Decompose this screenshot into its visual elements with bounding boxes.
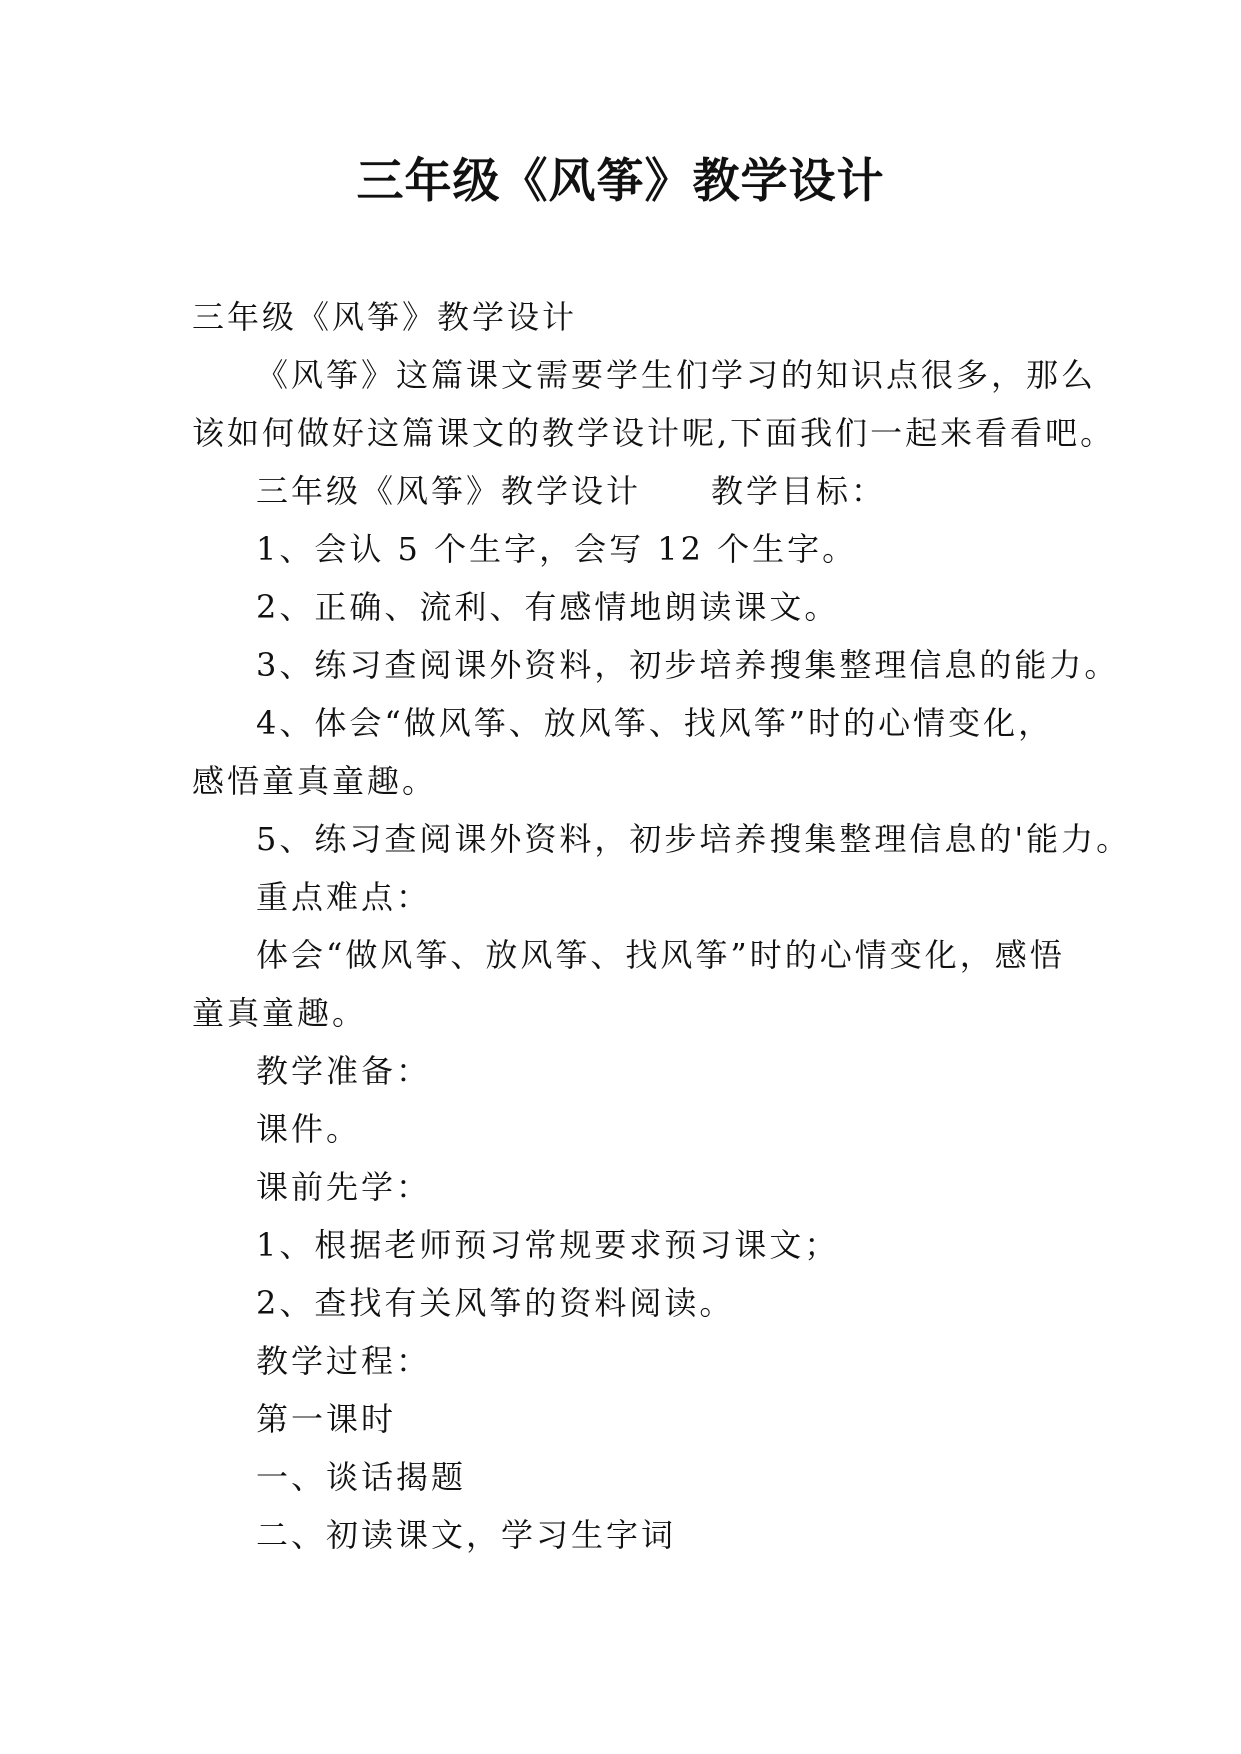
line-text: 该如何做好这篇课文的教学设计呢,下面我们一起来看看吧。 [192,414,1116,452]
paragraph-line-5 [192,520,1072,578]
paragraph-line-16 [192,1158,1072,1216]
line-text: 2、正确、流利、有感情地朗读课文。 [256,588,840,626]
line-text: 1、会认 5 个生字，会写 12 个生字。 [256,530,858,568]
line-text: 三年级《风筝》教学设计 [256,472,642,510]
line-text: 《风筝》这篇课文需要学生们学习的知识点很多，那么 [256,356,1097,394]
paragraph-line-1 [192,288,1072,346]
paragraph-line-8 [192,694,1072,752]
line-text: 2、查找有关风筝的资料阅读。 [256,1284,735,1322]
line-text: 课件。 [256,1110,362,1148]
line-text: 5、练习查阅课外资料，初步培养搜集整理信息的'能力。 [256,820,1132,858]
paragraph-line-14 [192,1042,1072,1100]
document-body [192,288,1132,1564]
paragraph-line-13 [192,984,1072,1042]
line-text: 教学准备： [256,1052,432,1090]
paragraph-line-15 [192,1100,1072,1158]
paragraph-line-18 [192,1274,1072,1332]
document-title: 三年级《风筝》教学设计 [356,154,885,209]
line-text: 体会“做风筝、放风筝、找风筝”时的心情变化，感悟 [256,936,1065,974]
line-text: 一、谈话揭题 [256,1458,467,1496]
paragraph-line-4 [192,462,1072,520]
line-text: 3、练习查阅课外资料，初步培养搜集整理信息的能力。 [256,646,1120,684]
line-text: 课前先学： [256,1168,432,1206]
paragraph-line-21 [192,1448,1072,1506]
line-text: 重点难点： [256,878,432,916]
paragraph-line-9 [192,752,1072,810]
paragraph-line-3 [192,404,1116,462]
line-text: 感悟童真童趣。 [192,762,438,800]
line-tail-text: 教学目标： [711,472,887,510]
line-text: 三年级《风筝》教学设计 [192,298,578,336]
line-text: 教学过程： [256,1342,432,1380]
line-text: 第一课时 [256,1400,397,1438]
paragraph-line-10 [192,810,1132,868]
paragraph-line-17 [192,1216,1072,1274]
line-text: 童真童趣。 [192,994,368,1032]
paragraph-line-20 [192,1390,1072,1448]
paragraph-line-19 [192,1332,1072,1390]
line-text: 二、初读课文，学习生字词 [256,1516,677,1554]
paragraph-line-22 [192,1506,1072,1564]
line-text: 1、根据老师预习常规要求预习课文； [256,1226,840,1264]
paragraph-line-6 [192,578,1072,636]
line-text: 4、体会“做风筝、放风筝、找风筝”时的心情变化， [256,704,1054,742]
paragraph-line-7 [192,636,1120,694]
paragraph-line-2 [192,346,1097,404]
paragraph-line-12 [192,926,1072,984]
paragraph-line-11 [192,868,1072,926]
